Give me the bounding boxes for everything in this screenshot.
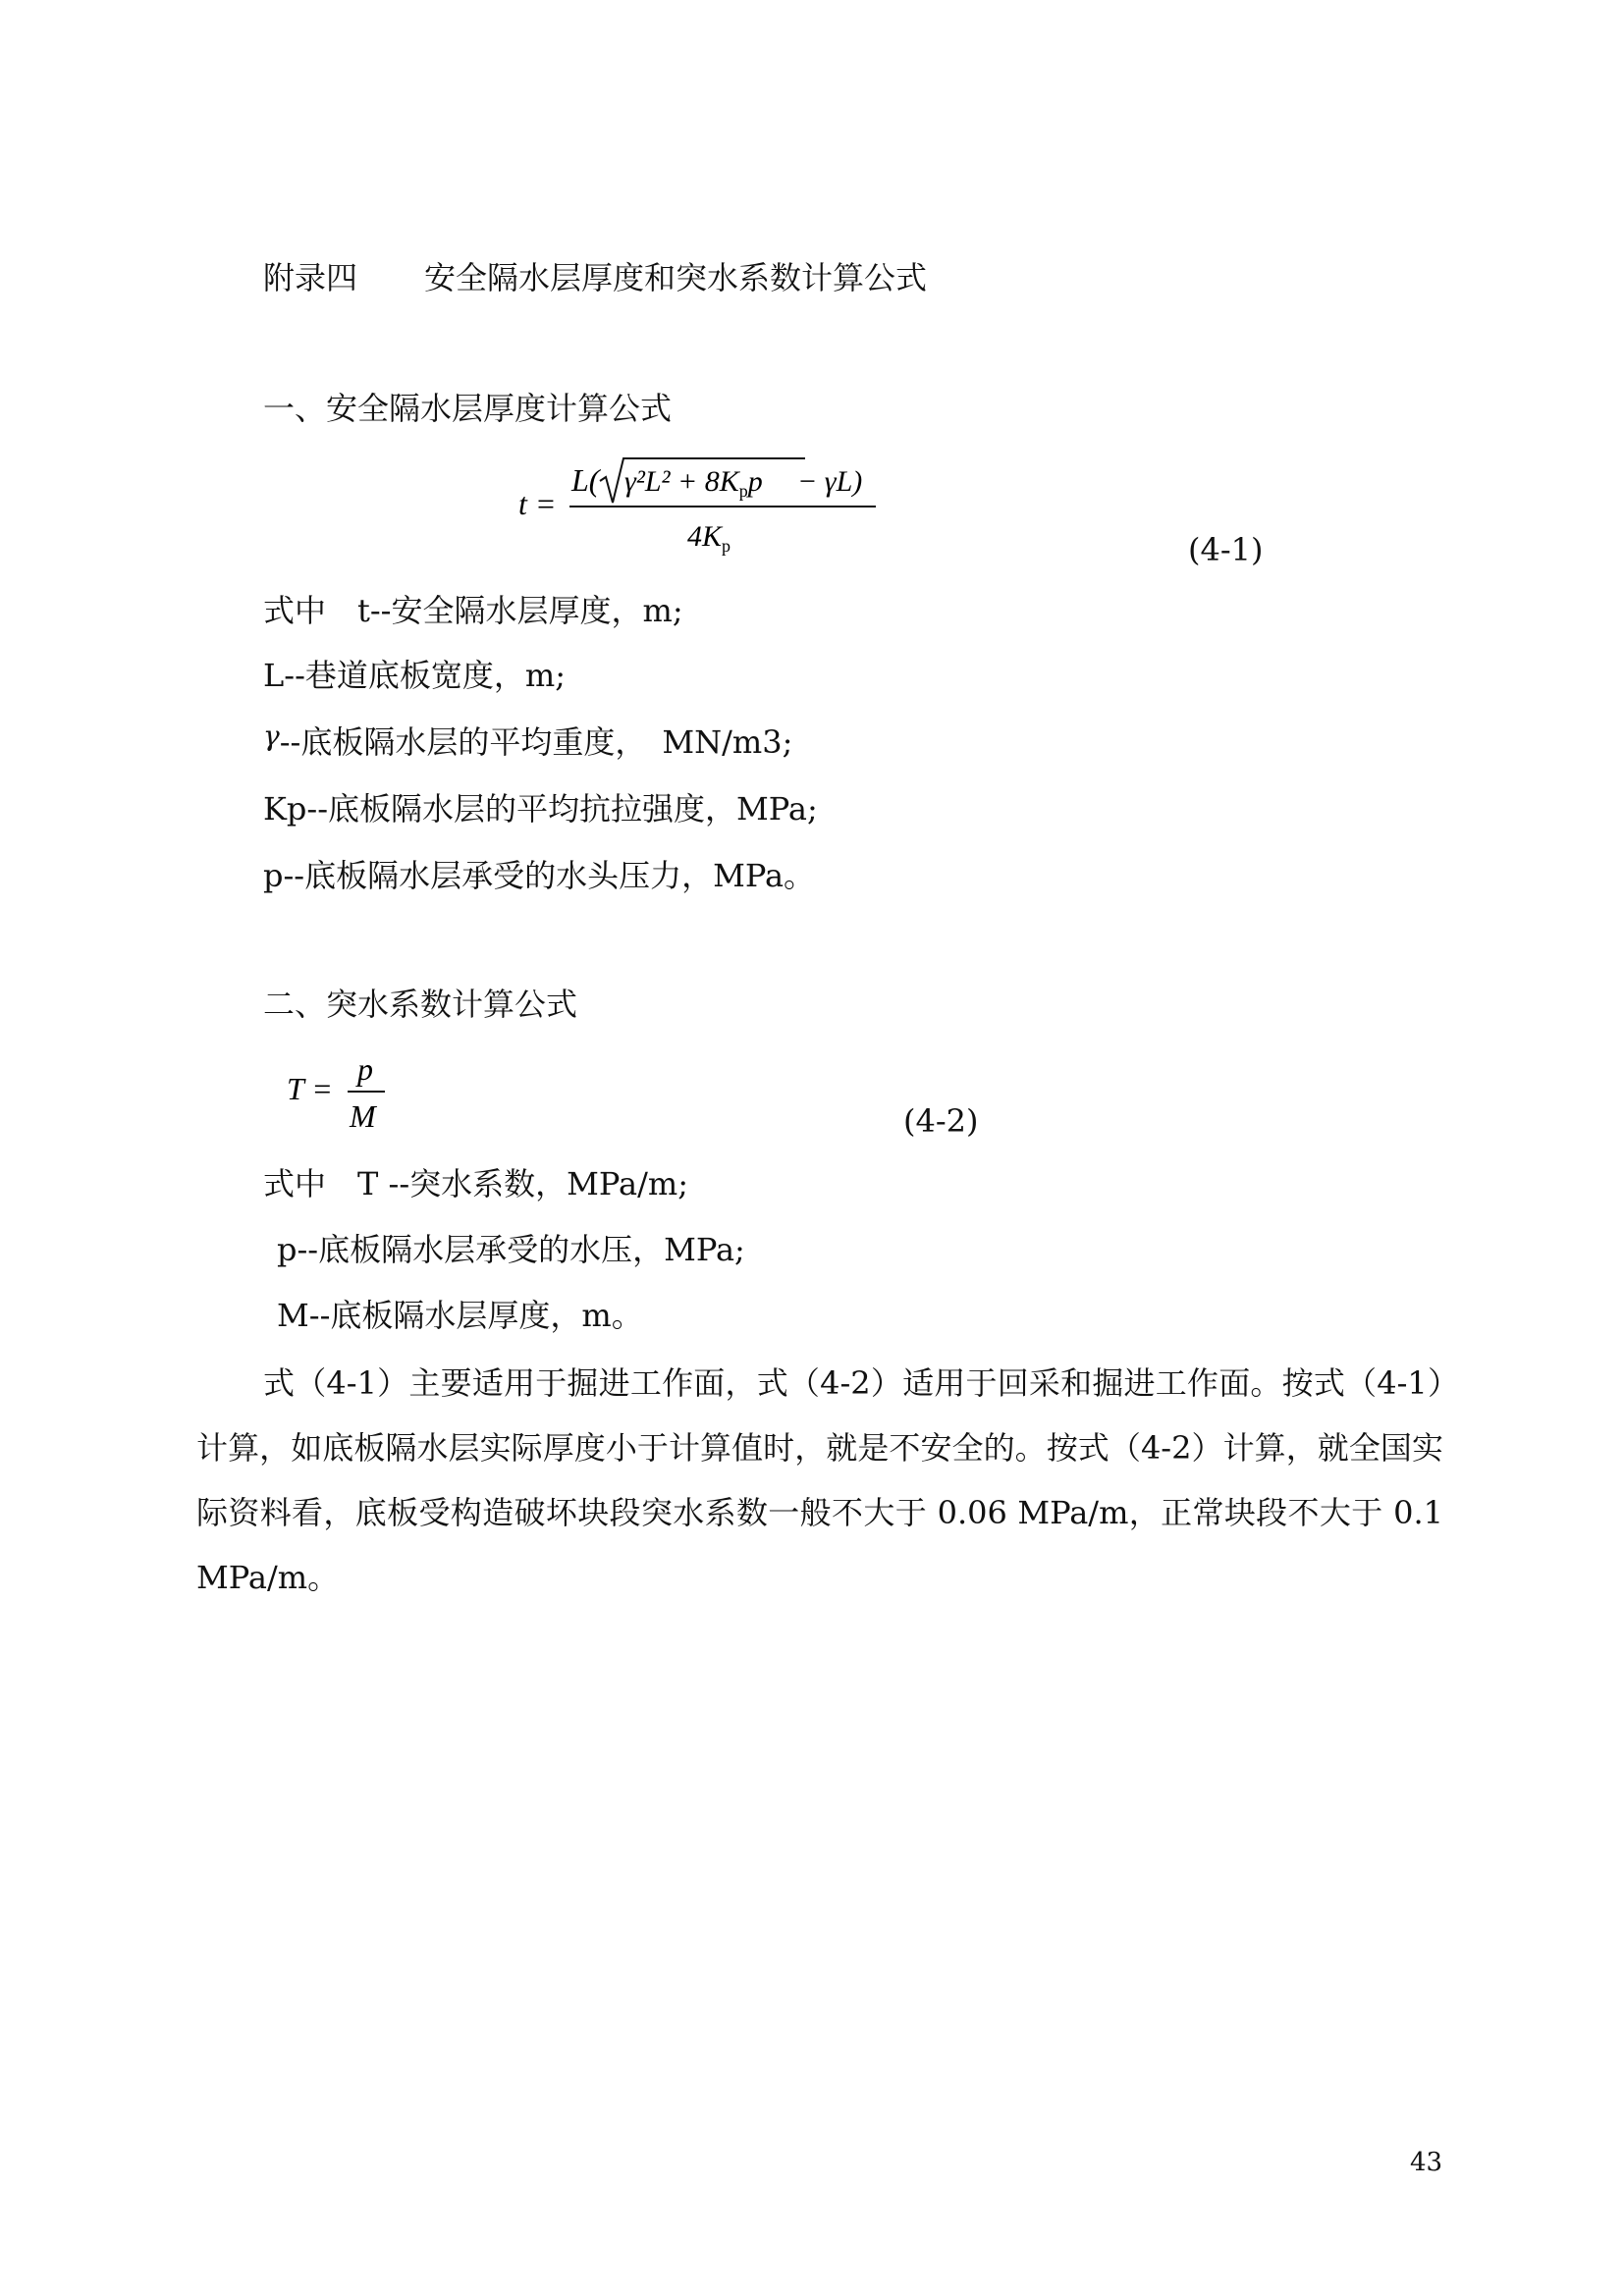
formula-4-1-radicand-sub: p [738, 481, 748, 501]
formula-4-2-denominator: M [350, 1098, 376, 1134]
formula-4-1-lhs: t = [518, 486, 557, 521]
formula-number-4-1: (4-1) [1188, 531, 1264, 568]
definition-t: 式中 t--安全隔水层厚度，m; [263, 592, 683, 629]
appendix-label: 附录四 [263, 259, 358, 296]
formula-4-1 [511, 454, 884, 561]
definition-Kp: Kp--底板隔水层的平均抗拉强度，MPa; [263, 790, 818, 828]
definition-p: p--底板隔水层承受的水头压力，MPa。 [263, 857, 816, 894]
section2-heading: 二、突水系数计算公式 [263, 986, 578, 1023]
definition-p2: p--底板隔水层承受的水压，MPa; [277, 1231, 745, 1268]
formula-4-2-numerator: p [357, 1051, 373, 1087]
section1-heading: 一、安全隔水层厚度计算公式 [263, 390, 673, 427]
svg-text:4Kp [687, 520, 731, 556]
definition-L: L--巷道底板宽度，m; [263, 657, 567, 694]
formula-4-2-lhs: T = [287, 1071, 333, 1106]
formula-4-1-after-root: − γL) [797, 465, 863, 498]
formula-4-1-numerator-open: L( [571, 462, 600, 498]
definition-gamma [263, 722, 792, 764]
formula-4-1-denominator: 4K [687, 520, 723, 553]
definition-T: 式中 T --突水系数，MPa/m; [263, 1165, 688, 1202]
formula-4-1-radicand: γ²L² + 8K [624, 465, 739, 498]
explanation-paragraph: 式（4-1）主要适用于掘进工作面，式（4-2）适用于回采和掘进工作面。按式（4-1）计算，如底板隔水层实际厚度小于计算值时，就是不安全的。按式（4-2）计算，就全国实际资料看，底板受构造破坏块段突水系数一般不大于 0.06 MPa/m，正常块段不大于 0.1 MPa/m。 [196, 1364, 1443, 1596]
svg-text:γ²L² + 8Kpp [624, 465, 763, 501]
definition-gamma-text: --底板隔水层的平均重度， MN/m3; [279, 723, 793, 761]
formula-4-1-radicand-tail: p [747, 465, 763, 498]
page-number: 43 [1410, 2148, 1443, 2177]
gamma-symbol: γ [263, 720, 280, 752]
appendix-title: 安全隔水层厚度和突水系数计算公式 [424, 259, 928, 296]
formula-4-2 [281, 1050, 418, 1148]
appendix-heading [263, 258, 927, 297]
formula-number-4-2: (4-2) [903, 1102, 979, 1140]
definition-M: M--底板隔水层厚度，m。 [277, 1297, 643, 1334]
formula-4-1-denominator-sub: p [722, 536, 731, 556]
